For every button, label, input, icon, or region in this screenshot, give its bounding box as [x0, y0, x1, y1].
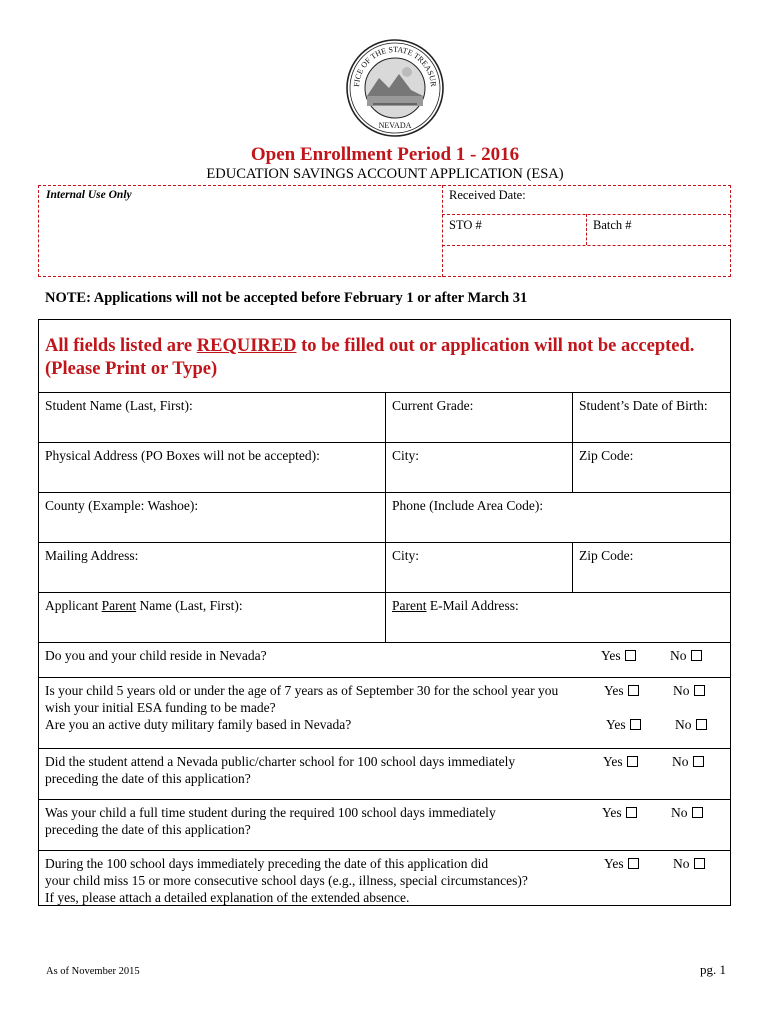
checkbox-icon[interactable] — [628, 858, 639, 869]
mailing-zip-field[interactable]: Zip Code: — [579, 548, 634, 563]
form-column-rule — [572, 392, 573, 442]
checkbox-icon[interactable] — [626, 807, 637, 818]
question-line: preceding the date of this application? — [45, 771, 251, 786]
yes-label: Yes — [606, 717, 626, 732]
no-label: No — [672, 754, 689, 769]
no-label: No — [670, 648, 687, 663]
question-line: If yes, please attach a detailed explanation of the extended absence. — [45, 890, 410, 905]
parent-email-field[interactable] — [392, 597, 519, 614]
no-label: No — [675, 717, 692, 732]
question-full-time — [45, 804, 585, 838]
seal-text-bottom: NEVADA — [378, 121, 412, 130]
form-rule — [38, 850, 731, 851]
required-notice-text: All fields listed are — [45, 336, 197, 356]
yes-label: Yes — [602, 805, 622, 820]
question-line: wish your initial ESA funding to be made? — [45, 700, 276, 715]
yes-option[interactable] — [604, 682, 639, 699]
student-dob-field[interactable]: Student’s Date of Birth: — [579, 398, 708, 413]
nevada-treasurer-seal — [345, 38, 445, 138]
page-number: pg. 1 — [700, 962, 726, 977]
checkbox-icon[interactable] — [696, 719, 707, 730]
applicant-parent-name-field[interactable] — [45, 597, 243, 614]
yes-label: Yes — [603, 754, 623, 769]
field-label-text: Name (Last, First): — [136, 598, 243, 613]
form-rule — [38, 748, 731, 749]
yes-option[interactable] — [602, 804, 637, 821]
yes-label: Yes — [604, 683, 624, 698]
city-field[interactable]: City: — [392, 448, 420, 463]
footer-date: As of November 2015 — [46, 966, 140, 977]
form-column-rule — [572, 442, 573, 492]
no-option[interactable] — [672, 753, 704, 770]
checkbox-icon[interactable] — [628, 685, 639, 696]
yes-option[interactable] — [606, 716, 641, 733]
internal-use-label: Internal Use Only — [46, 189, 132, 201]
received-date-field[interactable]: Received Date: — [449, 188, 526, 202]
required-notice-text: to be filled out or application will not be accepted. — [296, 336, 695, 356]
phone-field[interactable]: Phone (Include Area Code): — [392, 498, 544, 513]
field-label-underlined: Parent — [392, 598, 427, 613]
question-military: Are you an active duty military family based in Nevada? — [45, 717, 352, 732]
question-line: During the 100 school days immediately preceding the date of this application did — [45, 856, 489, 871]
batch-number-field[interactable]: Batch # — [593, 218, 632, 232]
no-label: No — [673, 683, 690, 698]
no-label: No — [673, 856, 690, 871]
mailing-address-field[interactable]: Mailing Address: — [45, 548, 139, 563]
yes-option[interactable] — [603, 753, 638, 770]
question-absence — [45, 855, 595, 906]
no-option[interactable] — [671, 804, 703, 821]
page-title: Open Enrollment Period 1 - 2016 — [250, 144, 520, 165]
required-notice — [45, 336, 694, 357]
form-rule — [38, 799, 731, 800]
checkbox-icon[interactable] — [692, 807, 703, 818]
checkbox-icon[interactable] — [691, 650, 702, 661]
form-column-rule — [385, 392, 386, 642]
question-line: Was your child a full time student during the required 100 school days immediately — [45, 805, 496, 820]
required-emphasis: REQUIRED — [196, 336, 297, 356]
form-rule — [38, 677, 731, 678]
field-label-text: Applicant — [45, 598, 102, 613]
field-label-underlined: Parent — [101, 598, 137, 613]
no-option[interactable] — [673, 855, 705, 872]
student-name-field[interactable]: Student Name (Last, First): — [45, 398, 193, 413]
yes-label: Yes — [601, 648, 621, 663]
seal-text-top: FICE OF THE STATE TREASUR — [351, 44, 439, 88]
internal-divider — [442, 185, 443, 277]
checkbox-icon[interactable] — [693, 756, 704, 767]
physical-address-field[interactable]: Physical Address (PO Boxes will not be accepted): — [45, 448, 320, 463]
question-public-school — [45, 753, 585, 787]
checkbox-icon[interactable] — [694, 858, 705, 869]
question-age — [45, 682, 585, 716]
no-label: No — [671, 805, 688, 820]
no-option[interactable] — [675, 716, 707, 733]
current-grade-field[interactable]: Current Grade: — [392, 398, 474, 413]
note-text: NOTE: Applications will not be accepted before February 1 or after March 31 — [45, 290, 528, 306]
no-option[interactable] — [670, 647, 702, 664]
checkbox-icon[interactable] — [627, 756, 638, 767]
question-reside-nevada: Do you and your child reside in Nevada? — [45, 648, 267, 663]
internal-divider — [442, 245, 731, 246]
field-label-text: E-Mail Address: — [426, 598, 519, 613]
checkbox-icon[interactable] — [625, 650, 636, 661]
yes-option[interactable] — [604, 855, 639, 872]
county-field[interactable]: County (Example: Washoe): — [45, 498, 199, 513]
checkbox-icon[interactable] — [630, 719, 641, 730]
no-option[interactable] — [673, 682, 705, 699]
page-subtitle: EDUCATION SAVINGS ACCOUNT APPLICATION (ESA) — [206, 166, 564, 182]
question-line: Is your child 5 years old or under the age of 7 years as of September 30 for the school year you — [45, 683, 559, 698]
mailing-city-field[interactable]: City: — [392, 548, 420, 563]
sto-number-field[interactable]: STO # — [449, 218, 482, 232]
form-column-rule — [572, 542, 573, 592]
question-line: preceding the date of this application? — [45, 822, 251, 837]
internal-divider — [586, 214, 587, 245]
print-or-type-notice: (Please Print or Type) — [45, 359, 218, 379]
question-line: your child miss 15 or more consecutive school days (e.g., illness, special circumstances)? — [45, 873, 528, 888]
form-rule — [38, 642, 731, 643]
checkbox-icon[interactable] — [694, 685, 705, 696]
yes-option[interactable] — [601, 647, 636, 664]
yes-label: Yes — [604, 856, 624, 871]
zip-code-field[interactable]: Zip Code: — [579, 448, 634, 463]
question-line: Did the student attend a Nevada public/charter school for 100 school days immediately — [45, 754, 516, 769]
